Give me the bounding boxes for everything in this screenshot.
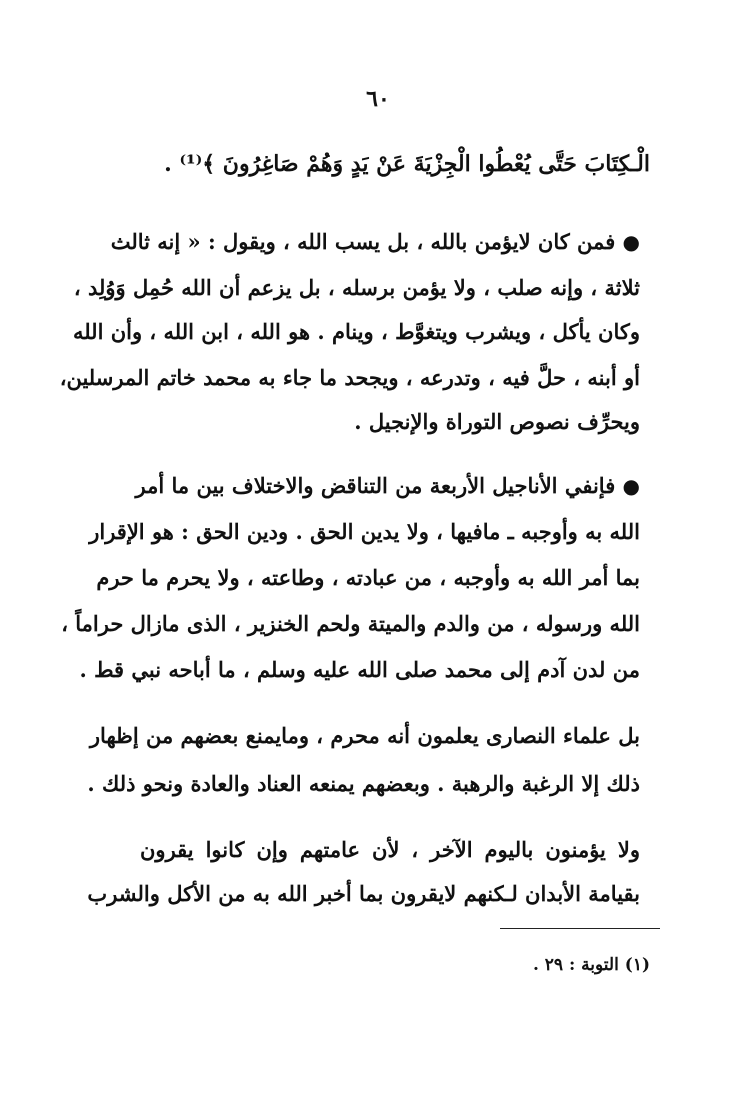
paragraph-3-line-1: بل علماء النصارى يعلمون أنه محرم ، ومايمنع بعضهم من إظهار xyxy=(89,723,640,748)
paragraph-1-line-2: ثلاثة ، وإنه صلب ، ولا يؤمن برسله ، بل يزعم أن الله حُمِل وَوُلِد ، xyxy=(73,275,640,300)
paragraph-4-line-2: بقيامة الأبدان لـكنهم لايقرون بما أخبر الله به من الأكل والشرب xyxy=(87,881,640,906)
paragraph-2-line-5: من لدن آدم إلى محمد صلى الله عليه وسلم ، ما أباحه نبي قط . xyxy=(79,657,640,682)
paragraph-2-line-3: بما أمر الله به وأوجبه ، من عبادته ، وطاعته ، ولا يحرم ما حرم xyxy=(96,565,640,590)
paragraph-1-line-3: وكان يأكل ، ويشرب ويتغوَّط ، وينام . هو الله ، ابن الله ، وأن الله xyxy=(72,319,640,344)
paragraph-2-line-4: الله ورسوله ، من والدم والميتة ولحم الخنزير ، الذى مازال حراماً ، xyxy=(61,611,640,636)
paragraph-2-line-2: الله به وأوجبه ـ مافيها ، ولا يدين الحق . ودين الحق : هو الإقرار xyxy=(89,519,640,544)
paragraph-3-line-2: ذلك إلا الرغبة والرهبة . وبعضهم يمنعه العناد والعادة ونحو ذلك . xyxy=(87,771,640,796)
paragraph-1-line-4: أو أبنه ، حلَّ فيه ، وتدرعه ، ويجحد ما جاء به محمد خاتم المرسلين، xyxy=(59,365,640,390)
paragraph-4-line-1: ولا يؤمنون باليوم الآخر ، لأن عامتهم وإن كانوا يقرون xyxy=(140,837,640,862)
footnote-divider xyxy=(500,928,660,929)
footnote: (١) التوبة : ٢٩ . xyxy=(532,955,650,975)
page-number: ٦٠ xyxy=(366,86,390,112)
bullet-1: ● xyxy=(622,230,640,254)
quran-verse-line: الْـكِتَابَ حَتَّى يُعْطُوا الْجِزْيَةَ عَنْ يَدٍ وَهُمْ صَاغِرُونَ ﴾⁽¹⁾ . xyxy=(164,151,650,177)
paragraph-2-line-1 xyxy=(135,470,640,502)
bullet-2: ● xyxy=(622,474,640,498)
paragraph-2-line-1-text: فإنفي الأناجيل الأربعة من التناقض والاختلاف بين ما أمر xyxy=(135,473,616,498)
paragraph-1-line-1-text: فمن كان لايؤمن بالله ، بل يسب الله ، ويقول : « إنه ثالث xyxy=(110,229,616,254)
paragraph-1-line-5: ويحرِّف نصوص التوراة والإنجيل . xyxy=(354,409,640,434)
paragraph-1-line-1 xyxy=(110,226,640,258)
